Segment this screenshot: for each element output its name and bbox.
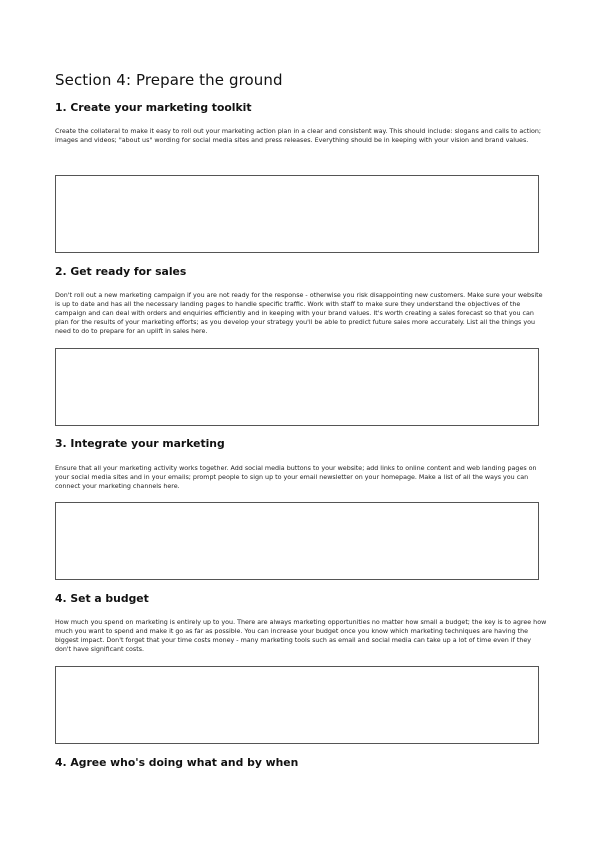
section-title: Section 4: Prepare the ground bbox=[55, 71, 283, 89]
paragraph-create-toolkit: Create the collateral to make it easy to roll out your marketing action plan in a clear and consistent way. This should include: slogans and calls to action; images and videos; "about us" wording for social media sites and press releases. Everything should be in keeping with your vision and brand values. bbox=[55, 128, 542, 145]
heading-integrate-marketing: 3. Integrate your marketing bbox=[55, 437, 225, 450]
heading-create-toolkit: 1. Create your marketing toolkit bbox=[55, 101, 252, 114]
heading-agree-who-when: 4. Agree who's doing what and by when bbox=[55, 756, 299, 769]
paragraph-integrate-marketing: Ensure that all your marketing activity works together. Add social media buttons to your website; add links to online content and web landing pages on your social media sites and in your emails; prompt people to sign up to your email newsletter on your homepage. Make a list of all the ways you can connect your marketing channels here. bbox=[55, 465, 537, 491]
paragraph-ready-for-sales: Don't roll out a new marketing campaign if you are not ready for the response - otherwise you risk disappointing new customers. Make sure your website is up to date and has all the necessary landing pages to handle specific traffic. Work with staff to make sure they understand the objectives of the campaign and can deal with orders and enquiries efficiently and in keeping with your brand values. It's worth creating a sales forecast so that you can plan for the results of your marketing efforts; as you develop your strategy you'll be able to predict future sales more accurately. List all the things you need to do to prepare for an uplift in sales here. bbox=[55, 292, 543, 336]
answer-box-ready-for-sales[interactable] bbox=[55, 348, 539, 426]
heading-ready-for-sales: 2. Get ready for sales bbox=[55, 265, 187, 278]
heading-set-budget: 4. Set a budget bbox=[55, 592, 149, 605]
answer-box-create-toolkit[interactable] bbox=[55, 175, 539, 253]
answer-box-set-budget[interactable] bbox=[55, 666, 539, 744]
answer-box-integrate-marketing[interactable] bbox=[55, 502, 539, 580]
paragraph-set-budget: How much you spend on marketing is entirely up to you. There are always marketing opportunities no matter how small a budget; the key is to agree how much you want to spend and make it go as far as possible. You can increase your budget once you know which marketing techniques are having the biggest impact. Don't forget that your time costs money - many marketing tools such as email and social media can take up a lot of time even if they don't have significant costs. bbox=[55, 619, 547, 654]
